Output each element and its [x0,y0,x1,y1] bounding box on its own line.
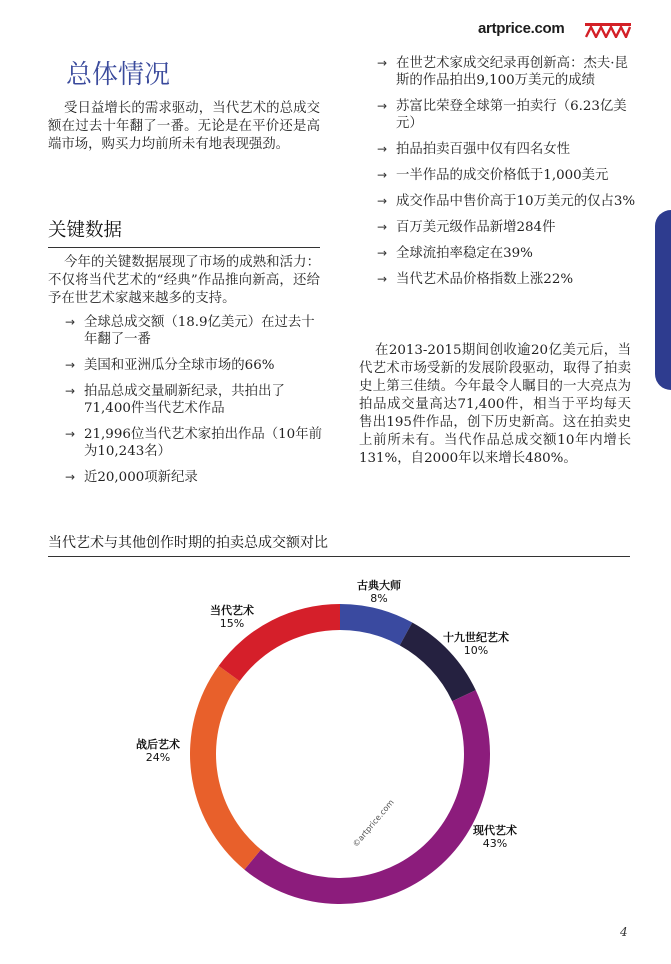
arrow-right-icon: → [377,220,388,234]
label-post-war: 战后艺术 24% [136,738,180,764]
key-data-list [64,314,326,495]
list-item: → 苏富比荣登全球第一拍卖行（6.23亿美元） [377,99,627,131]
arrow-right-icon: → [377,272,388,286]
arrow-right-icon: → [65,358,76,372]
overview-paragraph: 受日益增长的需求驱动，当代艺术的总成交额在过去十年翻了一番。无论是在平价还是高端市场，购买力均前所未有地表现强劲。 [48,101,320,152]
arrow-right-icon: → [377,168,388,182]
arrow-right-icon: → [65,470,76,484]
list-item: → 当代艺术品价格指数上涨22% [377,272,574,287]
arrow-right-icon: → [377,246,388,260]
label-old-masters: 古典大师 8% [357,579,401,605]
arrow-right-icon: → [65,427,76,441]
brand-logo-text: artprice.com [478,20,565,37]
list-item: → 拍品拍卖百强中仅有四名女性 [377,142,571,157]
page-number: 4 [620,925,628,939]
list-item: → 21,996位当代艺术家拍出作品（10年前为10,243名） [65,427,322,459]
arrow-right-icon: → [377,142,388,156]
slice-modern-art [244,690,490,904]
slice-post-war [190,666,261,870]
highlights-list [376,55,638,297]
section-side-tab [655,210,671,390]
summary-paragraph: 在2013-2015期间创收逾20亿美元后，当代艺术市场受新的发展阶段驱动，取得了拍卖史上第三佳绩。今年最令人瞩目的一大亮点为拍品成交量高达71,400件，相当于平均每天售出195件作品，创下历史新高。这在拍卖史上前所未有。当代作品总成交额10年内增长131%，自2000年以来增长480%。 [359,343,631,466]
arrow-right-icon: → [377,56,388,70]
list-item: → 在世艺术家成交纪录再创新高：杰夫·昆斯的作品拍出9,100万美元的成绩 [377,56,628,88]
label-contemporary: 当代艺术 15% [210,604,254,630]
arrow-right-icon: → [377,194,388,208]
chart-watermark: ©artprice.com [351,797,396,849]
key-data-heading: 关键数据 [48,216,320,248]
list-item: → 一半作品的成交价格低于1,000美元 [377,168,609,183]
list-item: → 近20,000项新纪录 [65,470,198,485]
key-data-intro: 今年的关键数据展现了市场的成熟和活力：不仅将当代艺术的“经典”作品推向新高，还给予在世艺术家越来越多的支持。 [48,255,320,306]
list-item: → 全球流拍率稳定在39% [377,246,533,261]
label-19th-century: 十九世纪艺术 10% [443,631,509,657]
page-title: 总体情况 [66,60,171,90]
slice-old-masters [340,604,412,645]
list-item: → 拍品总成交量刷新纪录，共拍出了71,400件当代艺术作品 [65,384,285,416]
label-modern-art: 现代艺术 43% [473,824,517,850]
list-item: → 美国和亚洲瓜分全球市场的66% [65,358,275,373]
list-item: → 成交作品中售价高于10万美元的仅占3% [377,194,636,209]
brand-logo-mark [585,22,631,38]
arrow-right-icon: → [65,315,76,329]
arrow-right-icon: → [65,384,76,398]
chart-title: 当代艺术与其他创作时期的拍卖总成交额对比 [48,532,630,557]
arrow-right-icon: → [377,99,388,113]
list-item: → 百万美元级作品新增284件 [377,220,556,235]
list-item: → 全球总成交额（18.9亿美元）在过去十年翻了一番 [65,315,315,347]
